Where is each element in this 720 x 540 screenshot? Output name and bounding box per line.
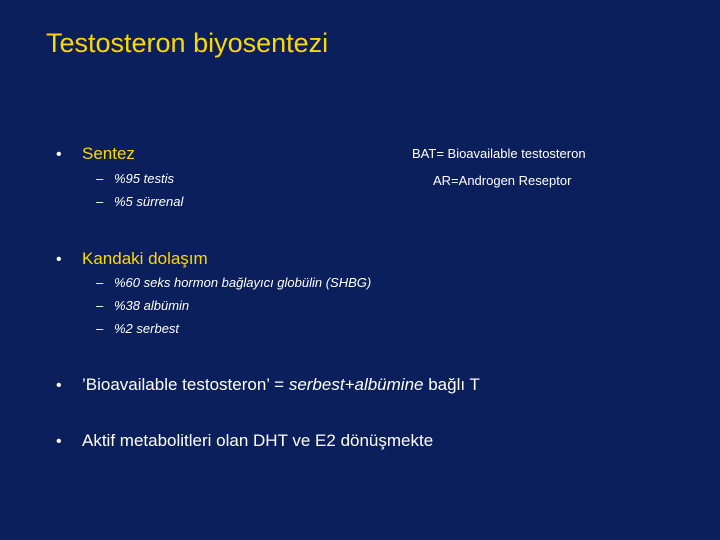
dash-icon: – [96,275,104,290]
dash-icon: – [96,171,104,186]
bullet-icon: • [56,377,62,394]
note-ar: AR=Androgen Reseptor [433,173,572,188]
slide-title: Testosteron biyosentezi [46,28,329,58]
dash-icon: – [96,321,104,336]
bullet-text-part1: ’Bioavailable testosteron’ = [82,375,289,394]
bullet-text: Kandaki dolaşım [82,249,208,268]
bullet-text-emphasis: serbest+albümine [288,375,424,394]
dash-icon: – [96,298,104,313]
sub-item-text: %60 seks hormon bağlayıcı globülin (SHBG) [114,275,372,290]
sub-item-text: %95 testis [114,171,174,186]
note-bat: BAT= Bioavailable testosteron [412,146,586,161]
bullet-text: Aktif metabolitleri olan DHT ve E2 dönüşmekte [82,431,434,450]
bullet-aktif-metabolitler [56,431,433,451]
bullet-icon: • [56,433,62,450]
bullet-text [82,375,480,395]
bullet-text: Sentez [82,144,135,163]
bullet-icon: • [56,146,62,163]
sub-item [96,275,371,290]
sub-item-text: %2 serbest [114,321,180,336]
sub-item [96,321,179,336]
sub-item [96,298,189,313]
dash-icon: – [96,194,104,209]
bullet-kandaki-dolasim [56,249,208,269]
bullet-sentez [56,144,135,164]
sub-item-text: %38 albümin [114,298,190,313]
bullet-text-part3: bağlı T [423,375,480,394]
bullet-bioavailable [56,375,480,395]
sub-item [96,194,183,209]
sub-item-text: %5 sürrenal [114,194,184,209]
sub-item [96,171,174,186]
bullet-icon: • [56,251,62,268]
